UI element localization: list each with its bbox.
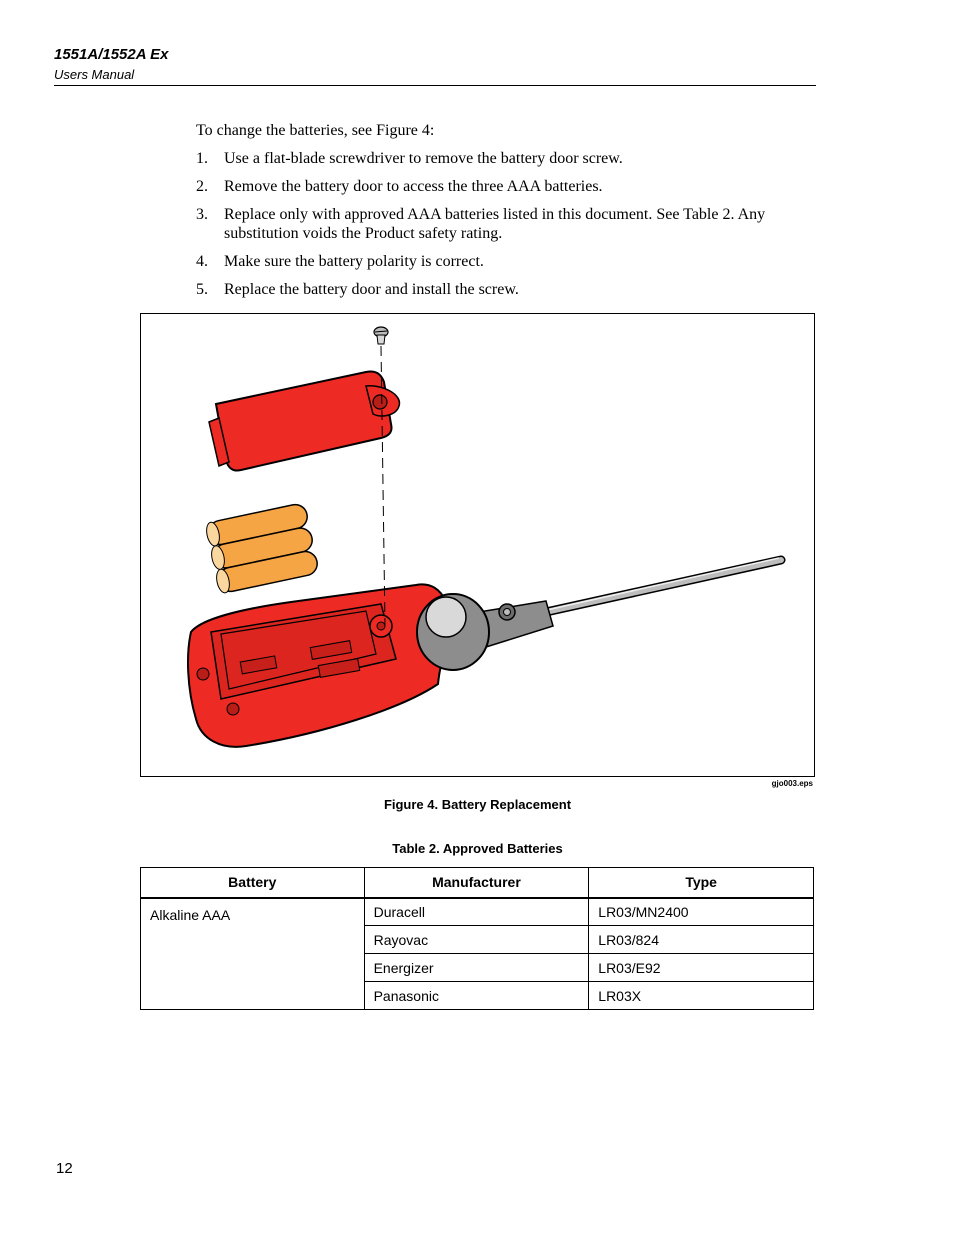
step-item bbox=[196, 177, 816, 196]
table-row bbox=[141, 898, 814, 926]
header-divider bbox=[54, 85, 816, 86]
manufacturer-cell: Energizer bbox=[364, 954, 589, 982]
type-cell: LR03/MN2400 bbox=[589, 898, 814, 926]
manufacturer-cell: Rayovac bbox=[364, 926, 589, 954]
battery-cell: Alkaline AAA bbox=[141, 898, 365, 1010]
table-caption: Table 2. Approved Batteries bbox=[392, 841, 563, 856]
manufacturer-cell: Duracell bbox=[364, 898, 589, 926]
type-cell: LR03X bbox=[589, 982, 814, 1010]
step-item bbox=[196, 149, 816, 168]
step-number: 2. bbox=[196, 178, 208, 195]
step-item bbox=[196, 252, 816, 271]
steps-list bbox=[196, 149, 816, 299]
aaa-batteries bbox=[205, 502, 320, 594]
type-cell: LR03/E92 bbox=[589, 954, 814, 982]
step-text: Make sure the battery polarity is correct. bbox=[224, 253, 484, 270]
approved-batteries-table bbox=[140, 867, 814, 1010]
manual-title: 1551A/1552A Ex bbox=[54, 46, 169, 63]
table-header-row bbox=[141, 868, 814, 898]
step-text: Replace only with approved AAA batteries listed in this document. See Table 2. Any substitution voids the Product safety rating. bbox=[224, 206, 766, 242]
step-number: 3. bbox=[196, 206, 208, 223]
column-header: Battery bbox=[141, 868, 365, 898]
step-text: Use a flat-blade screwdriver to remove the battery door screw. bbox=[224, 150, 623, 167]
step-number: 4. bbox=[196, 253, 208, 270]
column-header: Manufacturer bbox=[364, 868, 589, 898]
probe-hinge bbox=[417, 594, 489, 670]
manufacturer-cell: Panasonic bbox=[364, 982, 589, 1010]
step-text: Replace the battery door and install the screw. bbox=[224, 281, 519, 298]
column-header: Type bbox=[589, 868, 814, 898]
step-number: 5. bbox=[196, 281, 208, 298]
step-text: Remove the battery door to access the three AAA batteries. bbox=[224, 178, 603, 195]
figure-file-id: gjo003.eps bbox=[771, 779, 813, 788]
step-number: 1. bbox=[196, 150, 208, 167]
page-number: 12 bbox=[56, 1160, 73, 1177]
battery-replacement-figure bbox=[140, 313, 815, 777]
step-item bbox=[196, 280, 816, 299]
intro-text: To change the batteries, see Figure 4: bbox=[196, 122, 435, 139]
type-cell: LR03/824 bbox=[589, 926, 814, 954]
manual-subtitle: Users Manual bbox=[54, 67, 135, 82]
temperature-probe bbox=[479, 558, 781, 647]
battery-door bbox=[209, 371, 399, 470]
step-item bbox=[196, 205, 816, 243]
battery-illustration bbox=[141, 314, 814, 776]
figure-caption: Figure 4. Battery Replacement bbox=[383, 797, 572, 812]
instructions bbox=[196, 121, 816, 308]
